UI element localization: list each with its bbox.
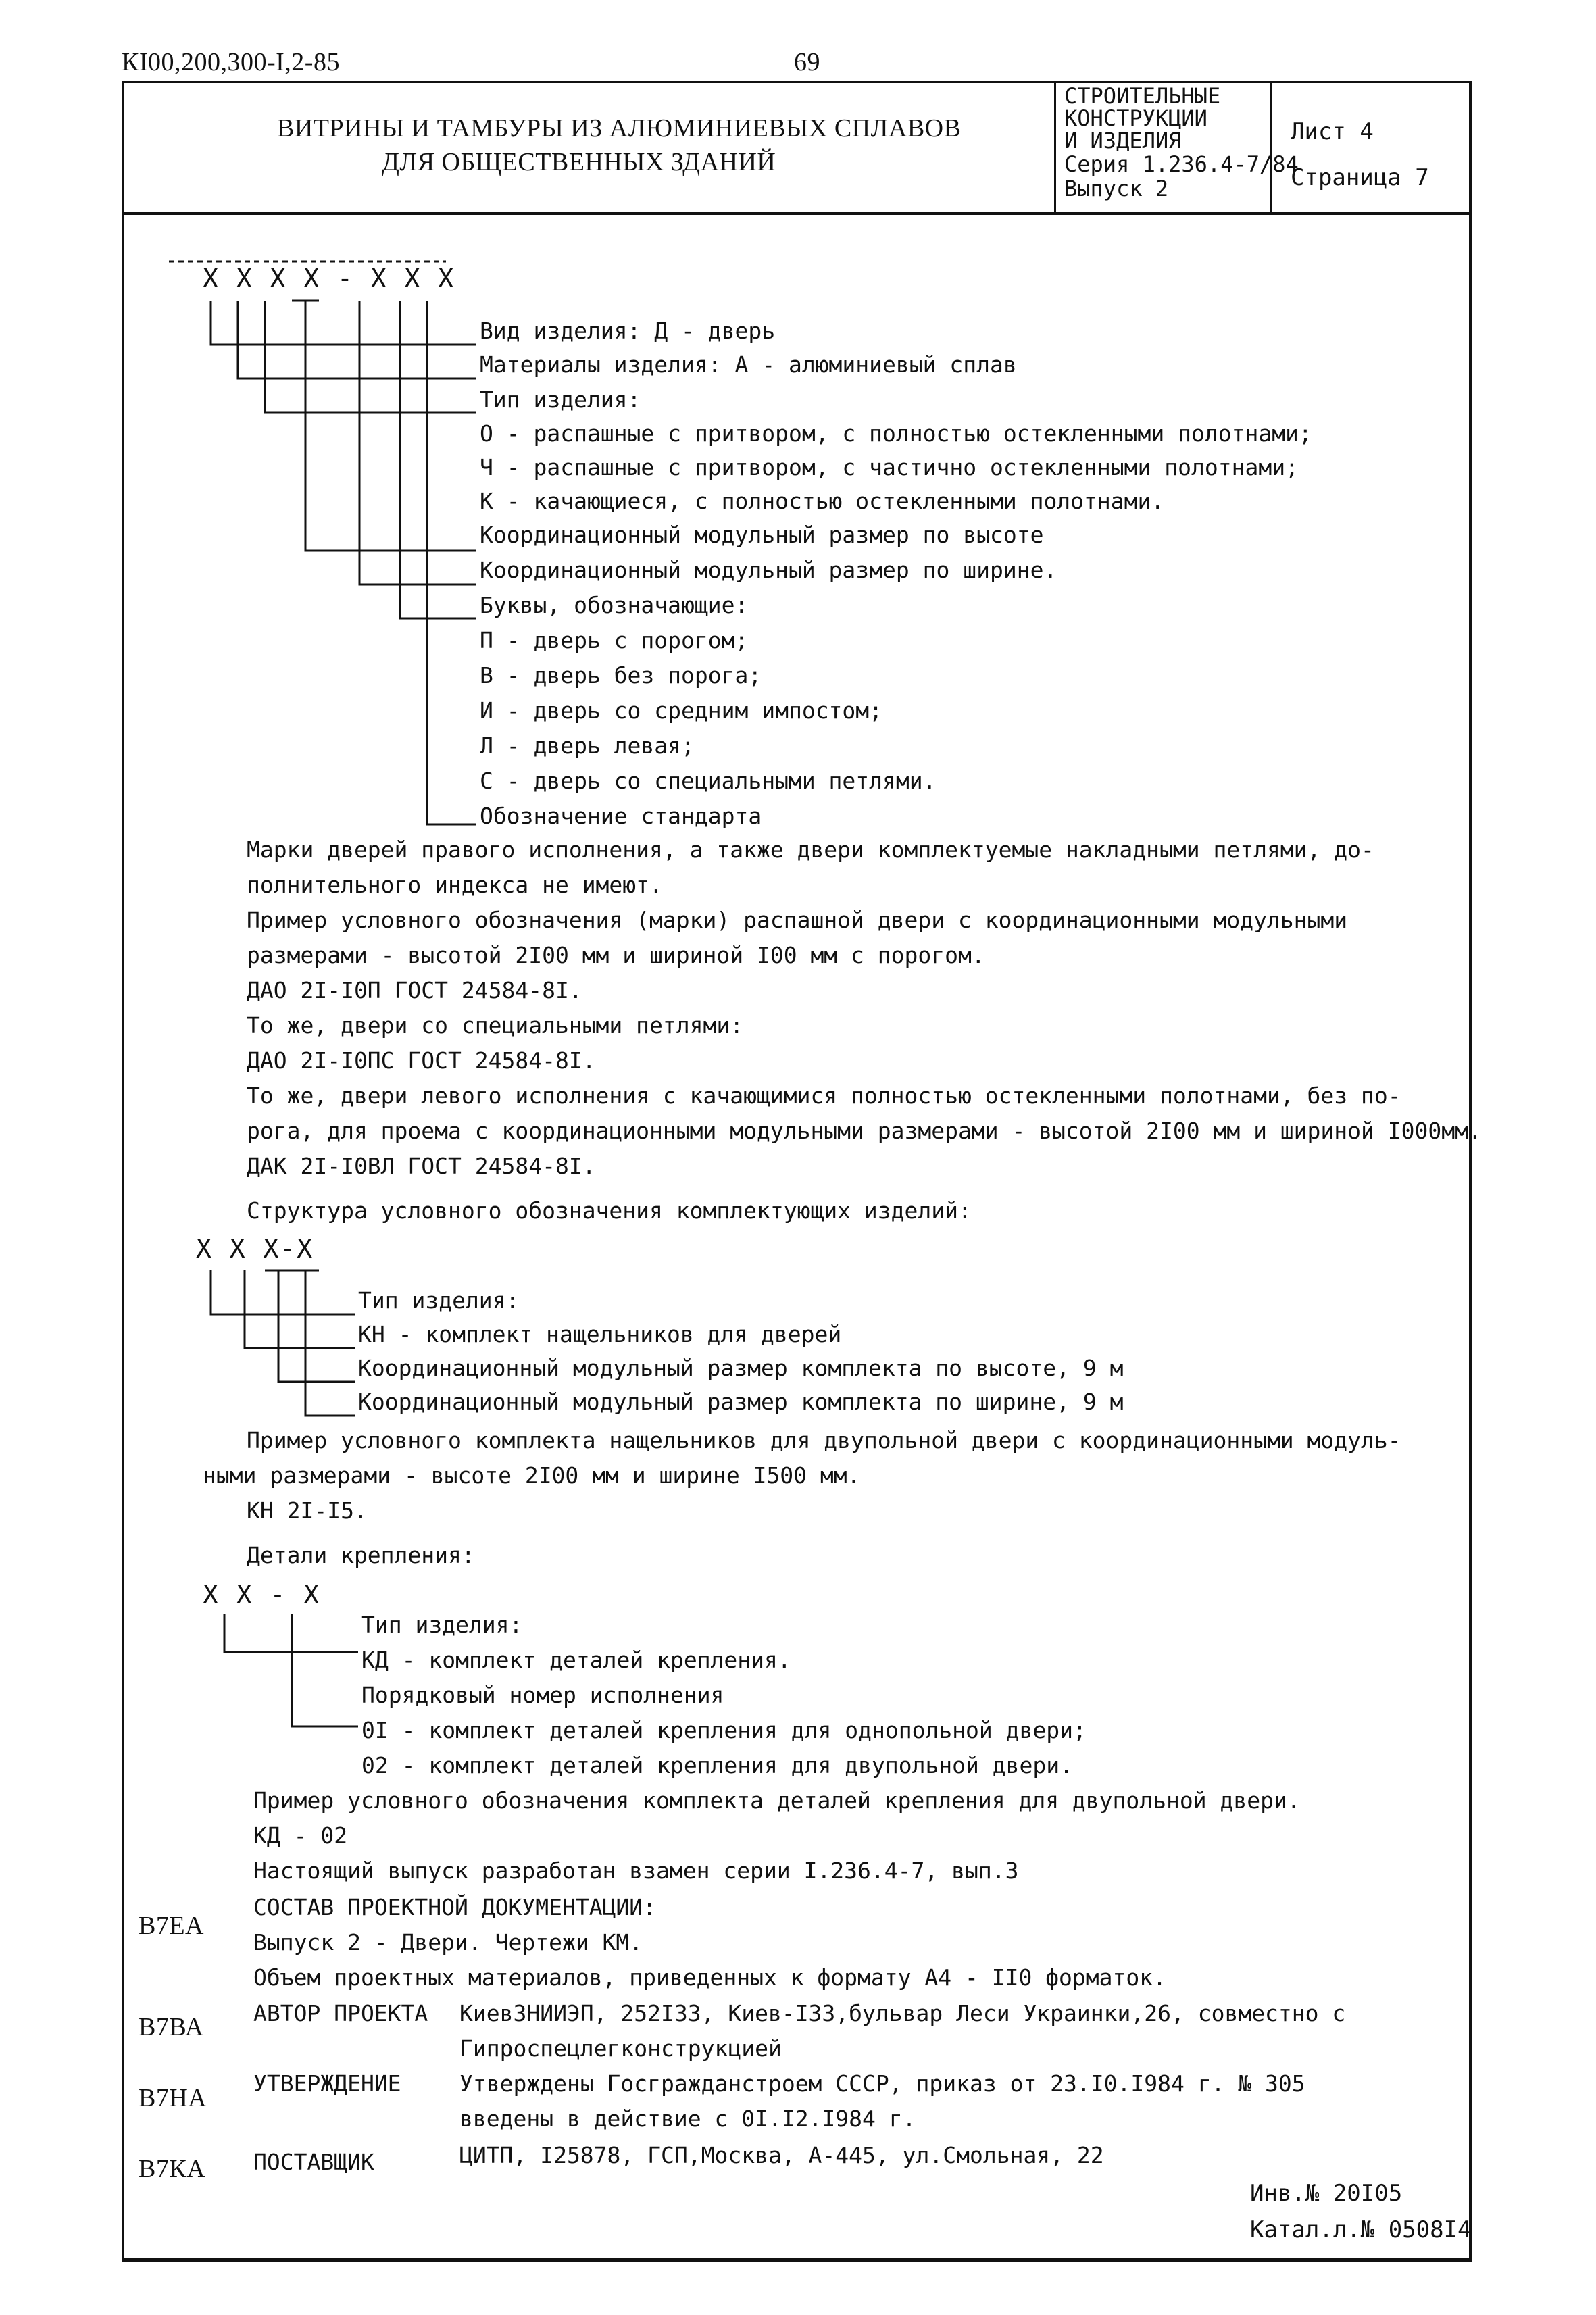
footer-line: Утверждены Госгражданстроем СССР, приказ от 23.I0.I984 г. № 305 xyxy=(459,2070,1305,2097)
paragraph-line: То же, двери левого исполнения с качающимися полностью остекленными полотнами, без по- xyxy=(247,1082,1401,1109)
footer-line: введены в действие с 0I.I2.I984 г. xyxy=(459,2106,916,2132)
scheme2-heading: Структура условного обозначения комплектующих изделий: xyxy=(247,1197,972,1224)
footer-label: СОСТАВ ПРОЕКТНОЙ ДОКУМЕНТАЦИИ: xyxy=(253,1894,657,1920)
scheme3-heading: Детали крепления: xyxy=(247,1542,475,1568)
scheme1-item: С - дверь со специальными петлями. xyxy=(480,768,937,794)
scheme3-item: 02 - комплект деталей крепления для двупольной двери. xyxy=(361,1752,1073,1778)
scheme1-item: Л - дверь левая; xyxy=(480,732,695,759)
scheme2-item: Координационный модульный размер комплекта по высоте, 9 м xyxy=(358,1355,1124,1381)
paragraph-line: ДАО 2I-I0ПС ГОСТ 24584-8I. xyxy=(247,1047,596,1074)
scheme1-item: Обозначение стандарта xyxy=(480,803,762,829)
paragraph-line: ными размерами - высоте 2I00 мм и ширине I500 мм. xyxy=(203,1462,861,1489)
category-line1: СТРОИТЕЛЬНЫЕ xyxy=(1064,83,1221,109)
issue-label: Выпуск 2 xyxy=(1064,176,1169,201)
footer-line: ЦИТП, I25878, ГСП,Москва, А-445, ул.Смольная, 22 xyxy=(459,2142,1104,2168)
inventory-number: Инв.№ 20I05 xyxy=(1250,2180,1403,2207)
paragraph-line: Настоящий выпуск разработан взамен серии I.236.4-7, вып.3 xyxy=(253,1858,1019,1884)
scheme2-code: X X X-X xyxy=(196,1234,314,1264)
scheme1-item: Буквы, обозначающие: xyxy=(480,592,749,618)
scheme2-item: Координационный модульный размер комплекта по ширине, 9 м xyxy=(358,1389,1124,1415)
category-line2: КОНСТРУКЦИИ xyxy=(1064,105,1207,131)
document-title-line2: ДЛЯ ОБЩЕСТВЕННЫХ ЗДАНИЙ xyxy=(382,148,776,176)
scheme1-item: Ч - распашные с притвором, с частично остекленными полотнами; xyxy=(480,454,1299,480)
paragraph-line: рога, для проема с координационными модульными размерами - высотой 2I00 мм и шириной I000мм. xyxy=(247,1118,1482,1144)
footer-code: В7ВА xyxy=(139,2013,204,2041)
paragraph-line: КН 2I-I5. xyxy=(247,1497,368,1524)
scheme2-item: КН - комплект нащельников для дверей xyxy=(358,1321,842,1347)
paragraph-line: ДАК 2I-I0ВЛ ГОСТ 24584-8I. xyxy=(247,1153,596,1179)
footer-label: УТВЕРЖДЕНИЕ xyxy=(253,2070,401,2097)
scheme1-item: Материалы изделия: А - алюминиевый сплав xyxy=(480,351,1017,378)
scheme1-item: Тип изделия: xyxy=(480,387,641,413)
paragraph-line: КД - 02 xyxy=(253,1822,348,1849)
paragraph-line: полнительного индекса не имеют. xyxy=(247,872,663,898)
scheme3-item: Тип изделия: xyxy=(361,1612,523,1638)
paragraph-line: То же, двери со специальными петлями: xyxy=(247,1012,744,1039)
scheme1-item: К - качающиеся, с полностью остекленными полотнами. xyxy=(480,488,1165,514)
footer-line: Выпуск 2 - Двери. Чертежи КМ. xyxy=(253,1929,643,1956)
sheet-label: Лист 4 xyxy=(1291,118,1374,145)
paragraph-line: Пример условного комплекта нащельников для двупольной двери с координационными модуль- xyxy=(247,1427,1401,1453)
footer-code: В7КА xyxy=(139,2155,206,2183)
scheme3-item: КД - комплект деталей крепления. xyxy=(361,1647,791,1673)
scheme1-item: Координационный модульный размер по ширине. xyxy=(480,557,1057,583)
scheme1-item: И - дверь со средним импостом; xyxy=(480,697,883,724)
scheme1-code: X X X X - X X X xyxy=(203,264,455,293)
paragraph-line: Пример условного обозначения комплекта деталей крепления для двупольной двери. xyxy=(253,1787,1301,1814)
footer-line: КиевЗНИИЭП, 252I33, Киев-I33,бульвар Леси Украинки,26, совместно с xyxy=(459,2000,1346,2026)
document-title-line1: ВИТРИНЫ И ТАМБУРЫ ИЗ АЛЮМИНИЕВЫХ СПЛАВОВ xyxy=(277,114,962,143)
catalog-sheet-number: Катал.л.№ 0508I4 xyxy=(1250,2216,1472,2243)
paragraph-line: размерами - высотой 2I00 мм и шириной I00 мм с порогом. xyxy=(247,942,985,968)
footer-code: В7ЕА xyxy=(139,1912,204,1940)
scheme1-item: О - распашные с притвором, с полностью остекленными полотнами; xyxy=(480,420,1312,447)
scheme3-item: Порядковый номер исполнения xyxy=(361,1682,724,1708)
footer-line: Объем проектных материалов, приведенных к формату А4 - II0 форматок. xyxy=(253,1964,1167,1991)
paragraph-line: ДАО 2I-I0П ГОСТ 24584-8I. xyxy=(247,977,582,1003)
scheme1-item: В - дверь без порога; xyxy=(480,662,762,689)
paragraph-line: Марки дверей правого исполнения, а также двери комплектуемые накладными петлями, до- xyxy=(247,837,1374,863)
footer-code: В7НА xyxy=(139,2084,207,2112)
scheme1-item: Вид изделия: Д - дверь xyxy=(480,318,776,344)
scheme3-item: 0I - комплект деталей крепления для однопольной двери; xyxy=(361,1717,1087,1743)
scheme1-item: Координационный модульный размер по высоте xyxy=(480,522,1044,548)
footer-label: ПОСТАВЩИК xyxy=(253,2149,374,2175)
footer-line: Гипроспецлегконструкцией xyxy=(459,2035,782,2062)
scheme1-item: П - дверь с порогом; xyxy=(480,627,749,653)
footer-label: АВТОР ПРОЕКТА xyxy=(253,2000,428,2026)
category-line3: И ИЗДЕЛИЯ xyxy=(1064,128,1182,153)
scheme2-item: Тип изделия: xyxy=(358,1287,520,1314)
document-code: КI00,200,300-I,2-85 xyxy=(122,48,340,76)
page-label: Страница 7 xyxy=(1291,164,1429,191)
scheme3-code: X X - X xyxy=(203,1580,321,1610)
series-label: Серия 1.236.4-7/84 xyxy=(1064,151,1299,177)
page-number: 69 xyxy=(794,48,820,76)
paragraph-line: Пример условного обозначения (марки) распашной двери с координационными модульными xyxy=(247,907,1348,933)
